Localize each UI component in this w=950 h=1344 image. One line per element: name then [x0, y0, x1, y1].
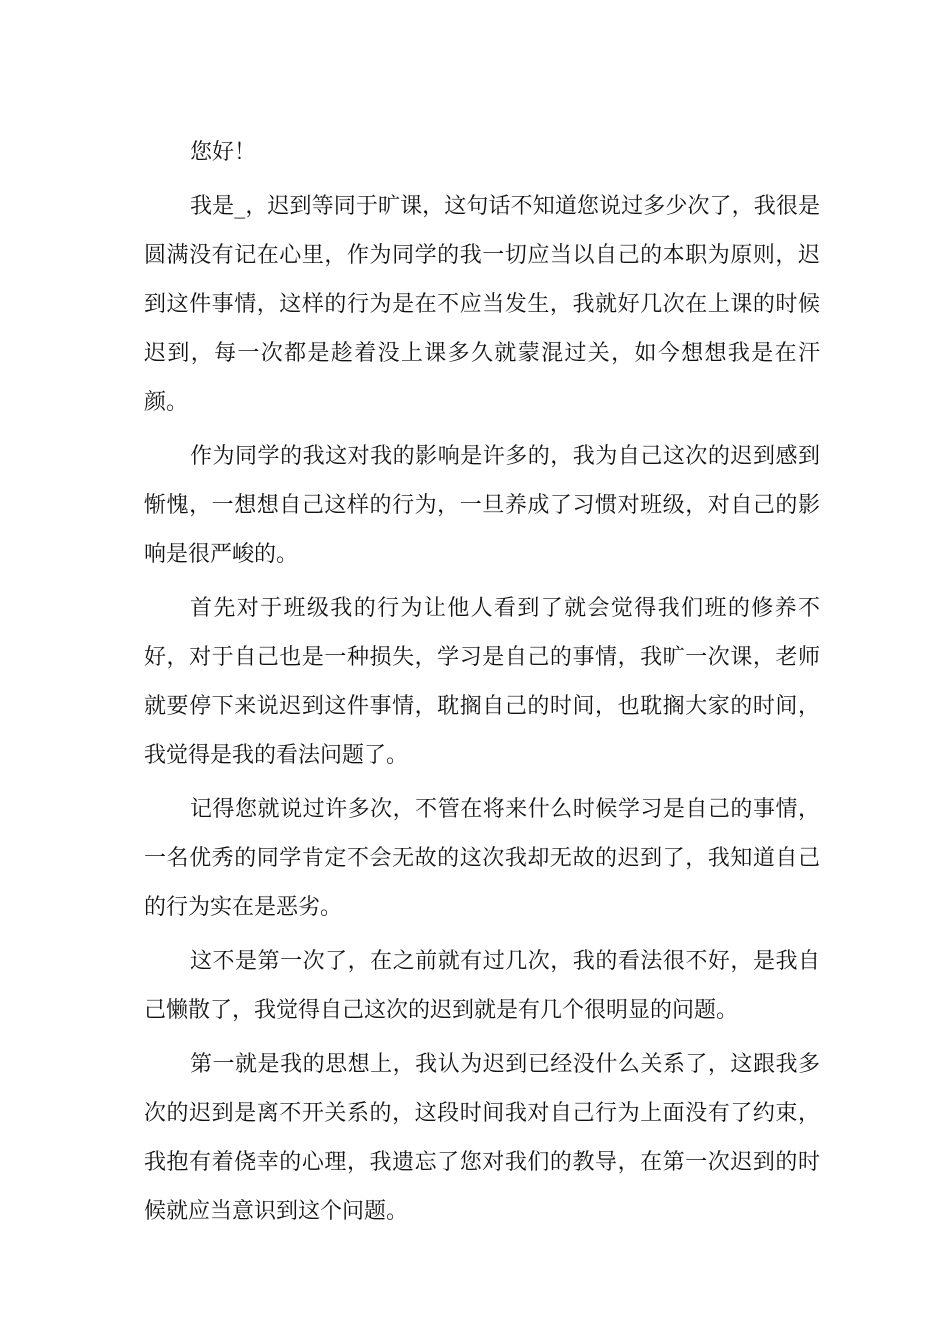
paragraph-1: 我是_，迟到等同于旷课，这句话不知道您说过多少次了，我很是圆满没有记在心里，作为同学的我一切应当以自己的本职为原则，迟到这件事情，这样的行为是在不应当发生，我就好几次在上课的时候迟到，每一次都是趁着没上课多久就蒙混过关，如今想想我是在汗颜。 — [144, 194, 820, 415]
paragraph-5: 这不是第一次了，在之前就有过几次，我的看法很不好，是我自己懒散了，我觉得自己这次的迟到就是有几个很明显的问题。 — [144, 949, 820, 1023]
greeting: 您好！ — [190, 140, 257, 165]
paragraph-2: 作为同学的我这对我的影响是许多的，我为自己这次的迟到感到惭愧，一想想自己这样的行为，一旦养成了习惯对班级，对自己的影响是很严峻的。 — [144, 444, 820, 567]
paragraph-6: 第一就是我的思想上，我认为迟到已经没什么关系了，这跟我多次的迟到是离不开关系的，这段时间我对自己行为上面没有了约束，我抱有着侥幸的心理，我遗忘了您对我们的教导，在第一次迟到的时候就应当意识到这个问题。 — [144, 1052, 820, 1224]
paragraph-3: 首先对于班级我的行为让他人看到了就会觉得我们班的修养不好，对于自己也是一种损失，学习是自己的事情，我旷一次课，老师就要停下来说迟到这件事情，耽搁自己的时间，也耽搁大家的时间，我觉得是我的看法问题了。 — [144, 596, 820, 768]
document-body — [144, 128, 820, 1241]
paragraph-4: 记得您就说过许多次，不管在将来什么时候学习是自己的事情，一名优秀的同学肯定不会无故的这次我却无故的迟到了，我知道自己的行为实在是恶劣。 — [144, 797, 820, 920]
